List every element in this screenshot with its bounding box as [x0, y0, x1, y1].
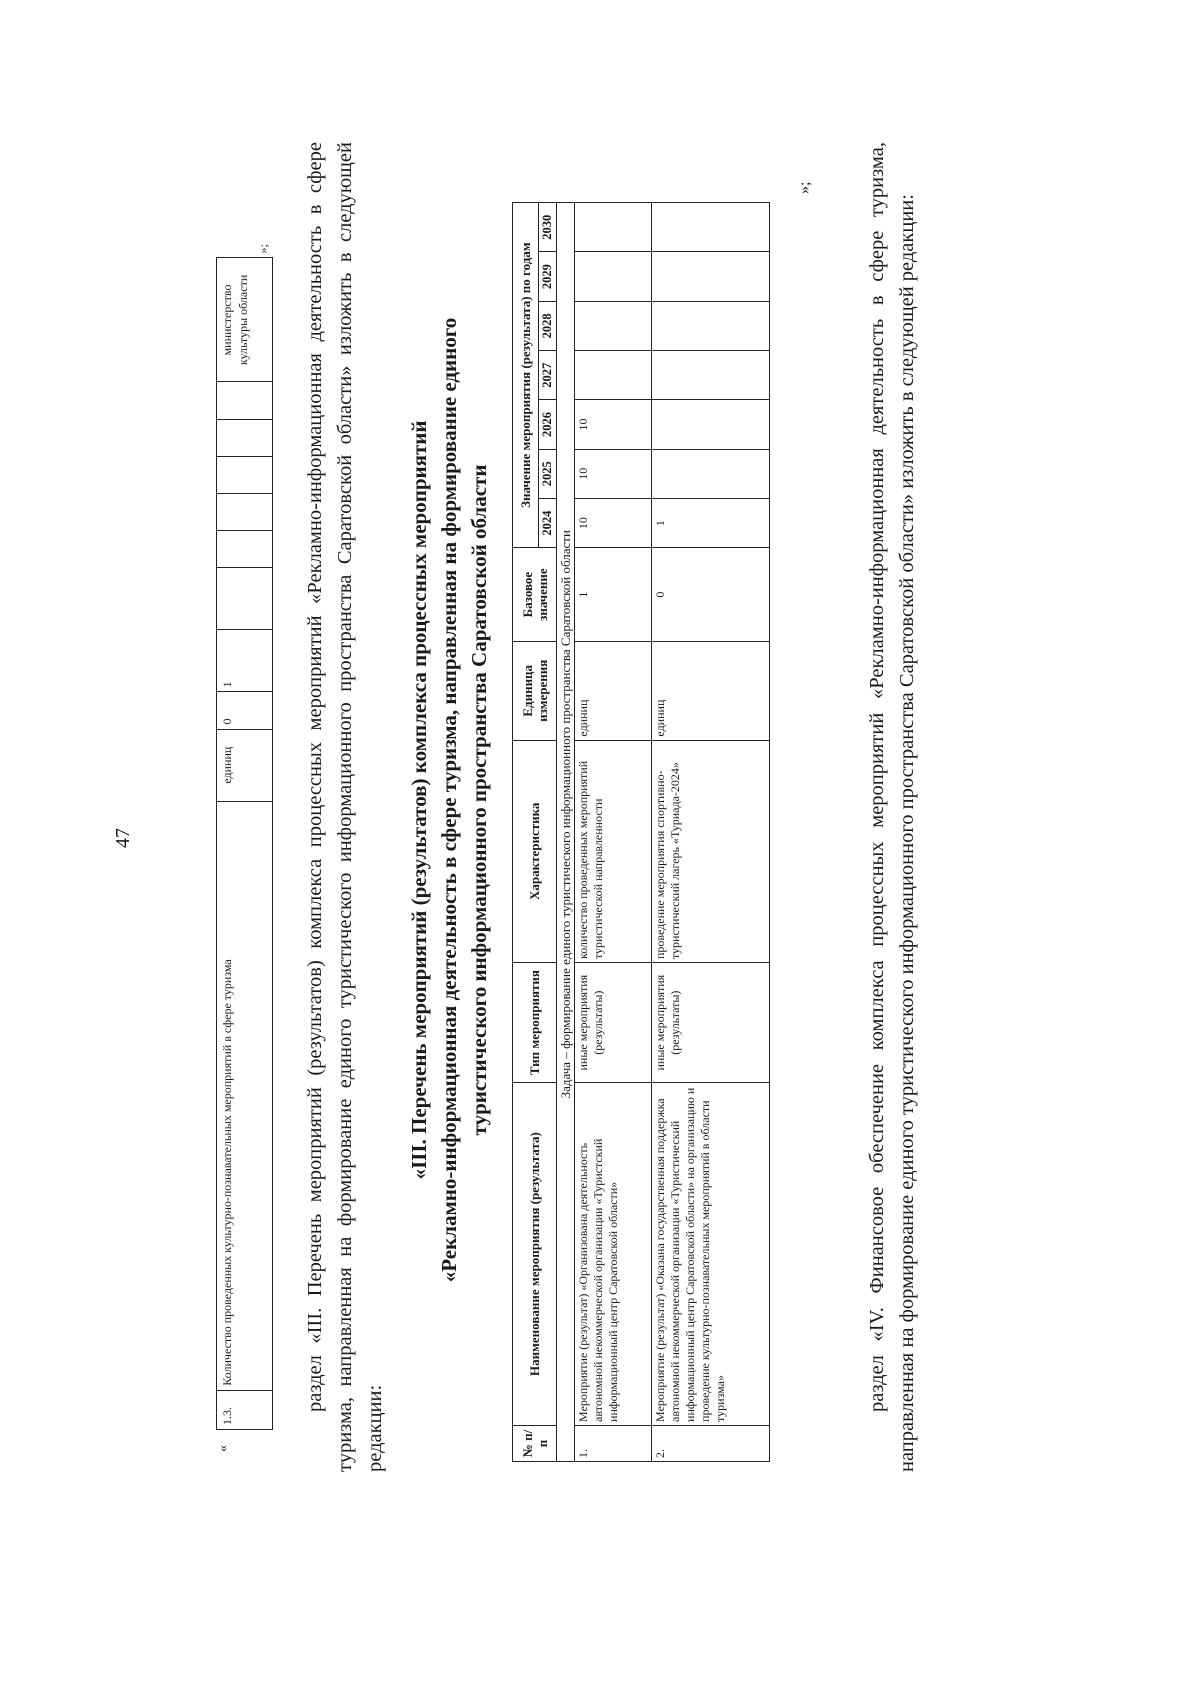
header-unit: Единица измерения [513, 642, 557, 741]
section-paragraph-1: раздел «III. Перечень мероприятий (результатов) комплекса процессных мероприятий «Рекламно-информационная деятельность в сфере туризма, направленная на формирование единого туристического информационного пространства Саратовской области» изложить в следующей редакции: [304, 142, 386, 1472]
main-table-close-quote: »; [796, 181, 813, 194]
section-heading [404, 200, 500, 1400]
measure-type: иные мероприятия (результаты) [575, 963, 652, 1083]
header-base: Базовое значение [513, 548, 557, 642]
close-quote: »; [255, 244, 270, 254]
measure-characteristic: количество проведенных мероприятий туристической направленности [575, 740, 652, 962]
row-number: 2. [652, 1425, 770, 1461]
measure-characteristic: проведение мероприятия спортивно-туристический лагерь «Туриада-2024» [652, 740, 770, 962]
value-2027-cell [575, 351, 652, 400]
value-2025-cell [217, 568, 273, 630]
top-table-block [212, 160, 278, 1452]
main-table-block [512, 152, 812, 1462]
measure-name: Мероприятие (результат) «Организована деятельность автономной некоммерческой организации «Туристский информационный центр Саратовской области» [575, 1083, 652, 1426]
page-number: 47 [112, 828, 134, 848]
value-2030-cell [575, 203, 652, 252]
measure-type: иные мероприятия (результаты) [652, 963, 770, 1083]
header-row [513, 203, 539, 1462]
measure-name: Мероприятие (результат) «Оказана государственная поддержка автономной некоммерческой организации «Туристический информационный центр Саратовской области» на организацию и проведение культурно-познавательных мероприятий в области туризма» [652, 1083, 770, 1426]
value-2025-cell: 10 [575, 449, 652, 498]
value-2030-cell [652, 203, 770, 252]
header-type: Тип мероприятия [513, 963, 557, 1083]
responsible-cell: министерство культуры области [217, 258, 273, 382]
value-2024-cell: 10 [575, 498, 652, 547]
unit-cell: единиц [217, 729, 273, 801]
value-2024-cell: 1 [652, 498, 770, 547]
indicator-name: Количество проведенных культурно-познавательных мероприятий в сфере туризма [217, 801, 273, 1390]
value-2025-cell [652, 449, 770, 498]
value-2028-cell [652, 301, 770, 350]
value-2024-cell: 1 [217, 630, 273, 692]
value-2027-cell [652, 351, 770, 400]
table-row [575, 203, 652, 1462]
year-2026: 2026 [539, 400, 557, 449]
base-value-cell: 0 [652, 548, 770, 642]
row-number: 1. [575, 1425, 652, 1461]
year-2027: 2027 [539, 351, 557, 400]
value-2026-cell: 10 [575, 400, 652, 449]
table-row [652, 203, 770, 1462]
heading-line-2: «Рекламно-информационная деятельность в сфере туризма, направленная на формирование единого [437, 317, 461, 1283]
value-2029-cell [217, 419, 273, 456]
task-row [557, 203, 575, 1462]
base-value-cell: 0 [217, 692, 273, 729]
header-values: Значение мероприятия (результата) по годам [513, 203, 539, 548]
row-number: 1.3. [217, 1390, 273, 1429]
value-2029-cell [652, 252, 770, 301]
year-2024: 2024 [539, 498, 557, 547]
year-2025: 2025 [539, 449, 557, 498]
task-cell: Задача – формирование единого туристического информационного пространства Саратовской области [557, 203, 575, 1426]
value-2026-cell [217, 531, 273, 568]
base-value-cell: 1 [575, 548, 652, 642]
value-2029-cell [575, 252, 652, 301]
value-2028-cell [217, 456, 273, 493]
year-2029: 2029 [539, 252, 557, 301]
value-2026-cell [652, 400, 770, 449]
header-characteristic: Характеристика [513, 740, 557, 962]
header-num: № п/п [513, 1425, 557, 1461]
heading-line-3: туристического информационного пространства Саратовской области [467, 464, 491, 1136]
table-row [217, 200, 273, 1430]
value-2027-cell [217, 494, 273, 531]
value-2028-cell [575, 301, 652, 350]
open-quote: « [216, 1445, 231, 1452]
year-2030: 2030 [539, 203, 557, 252]
main-table [512, 202, 770, 1462]
unit-cell: единиц [652, 642, 770, 741]
top-table [216, 200, 273, 1430]
section-paragraph-2: раздел «IV. Финансовое обеспечение комплекса процессных мероприятий «Рекламно-информационная деятельность в сфере туризма, направленная на формирование единого туристического информационного пространства Саратовской области» изложить в следующей редакции: [866, 142, 918, 1472]
unit-cell: единиц [575, 642, 652, 741]
value-2030-cell [217, 382, 273, 419]
year-2028: 2028 [539, 301, 557, 350]
header-name: Наименование мероприятия (результата) [513, 1083, 557, 1426]
heading-line-1: «III. Перечень мероприятий (результатов) комплекса процессных мероприятий [407, 420, 431, 1180]
